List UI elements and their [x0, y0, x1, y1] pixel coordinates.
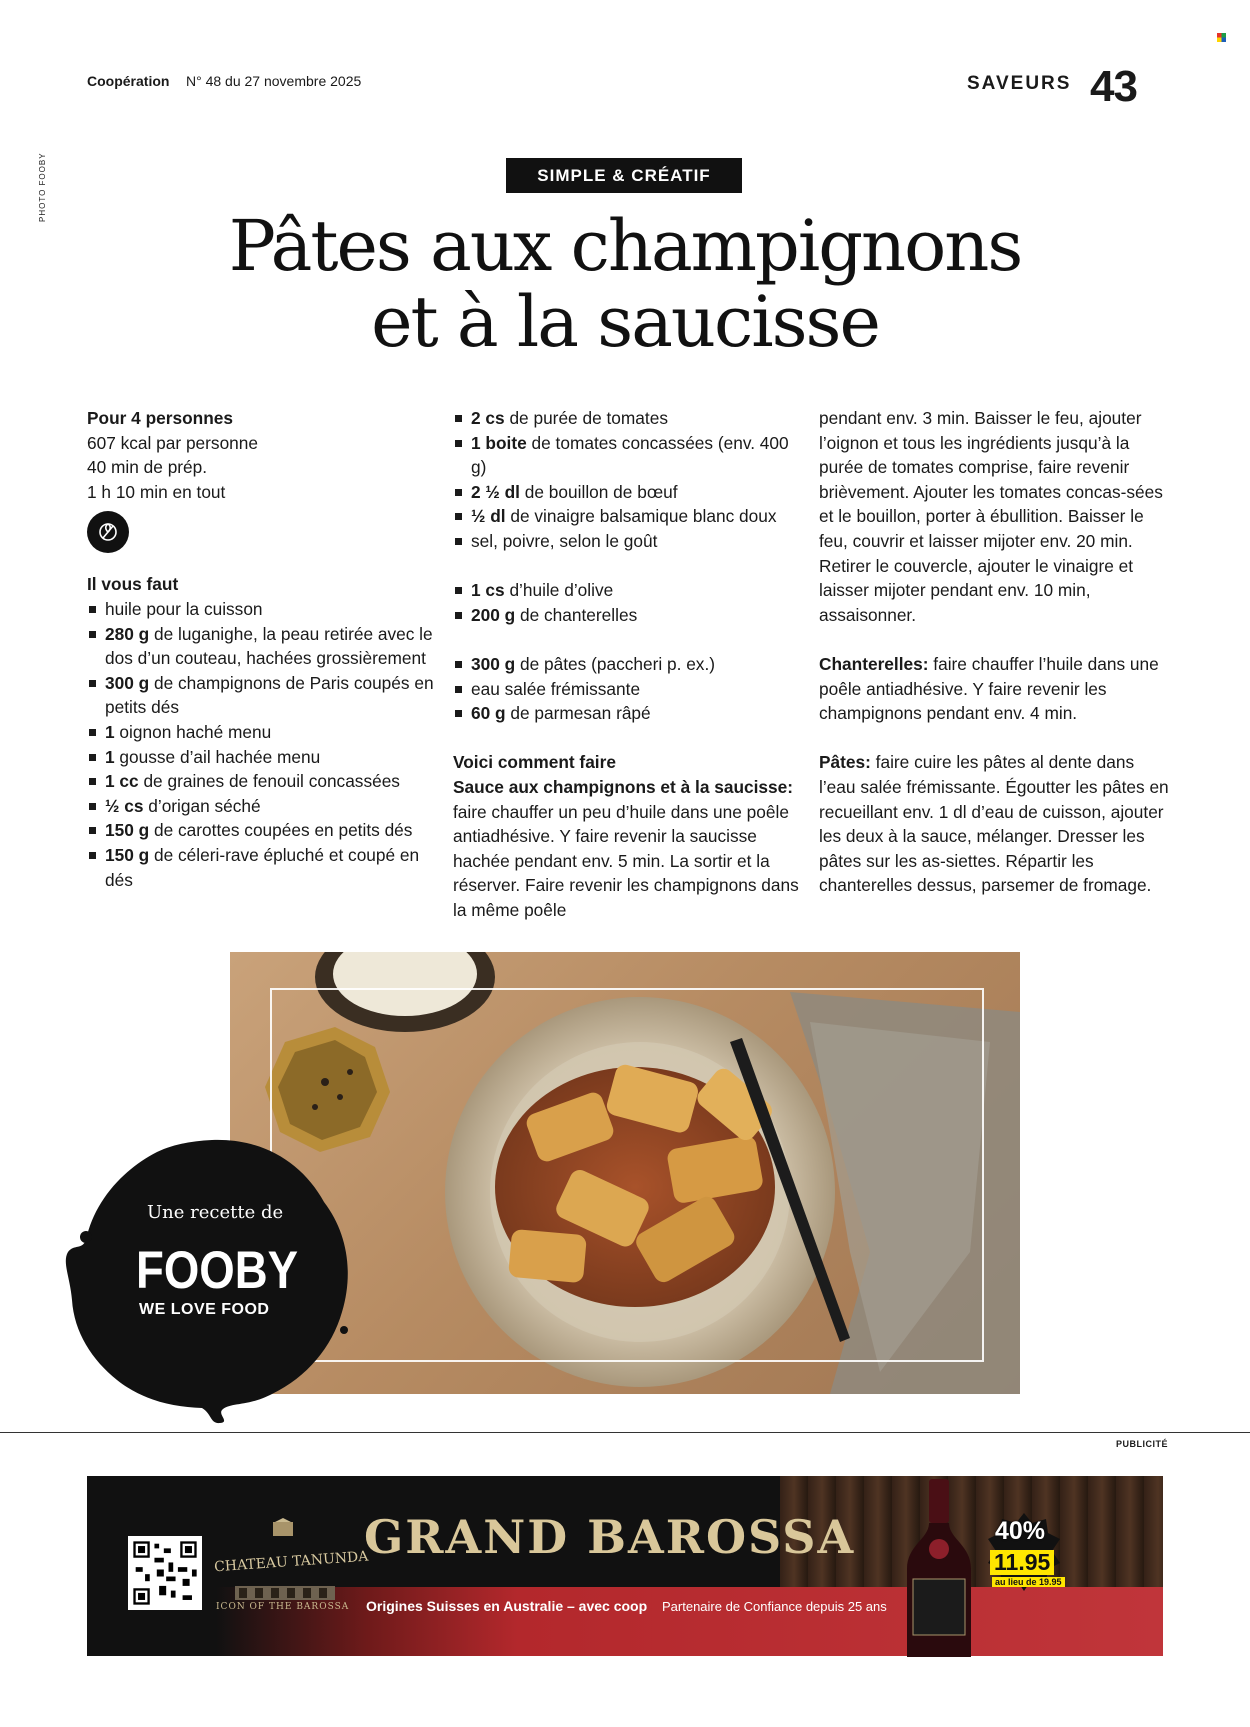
wine-bottle-icon: [903, 1479, 975, 1657]
ingredients-list-col1: [87, 597, 447, 892]
step2: Chanterelles: faire chauffer l’huile dans une poêle antiadhésive. Y faire revenir les champignons pendant env. 4 min.: [819, 653, 1159, 724]
step1-title: Sauce aux champignons et à la saucisse:: [453, 776, 794, 797]
list-item: huile pour la cuisson: [87, 597, 447, 622]
title-line-1: Pâtes aux champignons: [228, 205, 1022, 287]
was-price: au lieu de 19.95: [992, 1577, 1065, 1587]
list-item: 200 g de chanterelles: [453, 603, 808, 628]
fooby-tagline: WE LOVE FOOD: [139, 1301, 270, 1318]
kcal: 607 kcal par personne: [87, 432, 259, 453]
photo-frame: [270, 988, 984, 1362]
leaf-icon: [87, 511, 129, 553]
category-tag: SIMPLE & CRÉATIF: [506, 158, 742, 193]
list-item: 300 g de pâtes (paccheri p. ex.): [453, 652, 808, 677]
page-number: 43: [1090, 62, 1137, 111]
ad-line-1: Origines Suisses en Australie – avec coop: [366, 1598, 648, 1614]
list-item: 60 g de parmesan râpé: [453, 701, 808, 726]
title-line-2: et à la saucisse: [371, 281, 879, 363]
list-item: 2 cs de purée de tomates: [453, 406, 808, 431]
publication-name: Coopération: [87, 73, 170, 89]
list-item: 1 cs d’huile d’olive: [453, 578, 808, 603]
list-item: 150 g de céleri-rave épluché et coupé en dés: [87, 843, 447, 892]
list-item: eau salée frémissante: [453, 677, 808, 702]
list-item: sel, poivre, selon le goût: [453, 529, 808, 554]
color-mark-icon: [1217, 33, 1226, 42]
ad-line-2: Partenaire de Confiance depuis 25 ans: [662, 1599, 887, 1614]
list-item: 1 oignon haché menu: [87, 720, 447, 745]
step1-text-cont: pendant env. 3 min. Baisser le feu, ajouter l’oignon et tous les ingrédients jusqu’à la purée de tomates comprise, faire revenir brièvement. Ajouter les tomates concas-sées et le bouillon, porter à ébullition. Baisser le feu, couvrir et laisser mijoter env. 20 min. Retirer le couvercle, ajouter le vinaigre et laisser mijoter pendant env. 10 min, assaisonner.: [819, 408, 1163, 625]
fooby-pre: Une recette de: [147, 1202, 284, 1223]
photo-credit: PHOTO FOOBY: [38, 152, 47, 222]
method-heading: Voici comment faire: [453, 752, 616, 773]
winery-name: CHATEAU TANUNDA: [213, 1548, 369, 1576]
servings: Pour 4 personnes: [87, 408, 233, 428]
recipe-column-1: [87, 406, 447, 892]
list-item: 280 g de luganighe, la peau retirée avec le dos d’un couteau, hachées grossièrement: [87, 622, 447, 671]
issue-date: N° 48 du 27 novembre 2025: [186, 73, 362, 89]
list-item: 1 boite de tomates concassées (env. 400 g): [453, 431, 808, 480]
ingredients-pasta: [453, 652, 808, 726]
list-item: ½ dl de vinaigre balsamique blanc doux: [453, 504, 808, 529]
ingredients-heading: Il vous faut: [87, 574, 179, 595]
recipe-column-3: [819, 406, 1169, 898]
list-item: 1 cc de graines de fenouil concassées: [87, 769, 447, 794]
recipe-column-2: [453, 406, 808, 922]
ad-label: PUBLICITÉ: [1116, 1439, 1169, 1449]
ingredients-chanterelles: [453, 578, 808, 627]
step3: Pâtes: faire cuire les pâtes al dente dans l’eau salée frémissante. Égoutter les pâtes en recueillant env. 1 dl d’eau de cuisson, ajouter les deux à la sauce, mélanger. Dresser les pâtes sur les as-siettes. Répartir les chanterelles dessus, parsemer de fromage.: [819, 752, 1169, 896]
total-time: 1 h 10 min en tout: [87, 481, 226, 502]
ad-headline: GRAND BAROSSA: [364, 1510, 856, 1564]
list-item: 150 g de carottes coupées en petits dés: [87, 818, 447, 843]
list-item: ½ cs d’origan séché: [87, 794, 447, 819]
discount-percent: 40%: [995, 1517, 1046, 1545]
prep-time: 40 min de prép.: [87, 457, 208, 478]
fooby-brand: FOOBY: [136, 1241, 299, 1300]
winery-subtitle: ICON OF THE BAROSSA: [216, 1602, 350, 1612]
recipe-title: [150, 205, 1100, 363]
ingredients-list-col2: [453, 406, 808, 554]
list-item: 2 ½ dl de bouillon de bœuf: [453, 480, 808, 505]
step1-text: faire chauffer un peu d’huile dans une poêle antiadhésive. Y faire revenir la saucisse hachée pendant env. 5 min. La sortir et la réserver. Faire revenir les champignons dans la même poêle: [453, 801, 799, 920]
promo-price: 11.95: [990, 1550, 1054, 1575]
section-name: SAVEURS: [967, 73, 1072, 94]
list-item: 1 gousse d’ail hachée menu: [87, 745, 447, 770]
list-item: 300 g de champignons de Paris coupés en petits dés: [87, 671, 447, 720]
qr-code-icon[interactable]: [128, 1536, 202, 1610]
ad-separator: [0, 1432, 1250, 1433]
